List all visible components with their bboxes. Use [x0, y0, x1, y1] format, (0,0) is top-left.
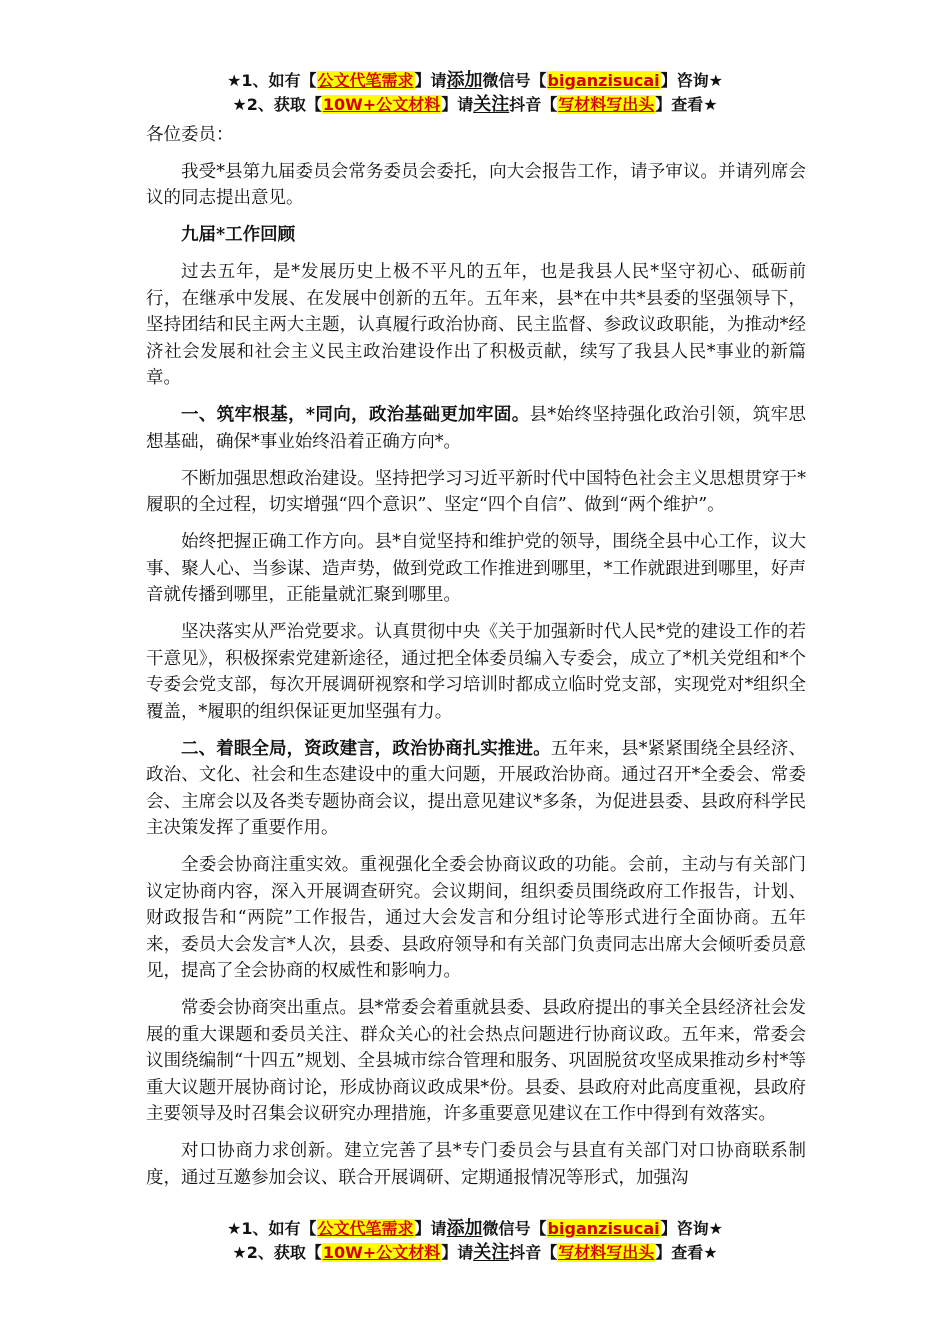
promo-text: ★2、获取【 [232, 95, 322, 114]
promo-text: 抖音【 [509, 1243, 558, 1262]
promo-highlight: 10W+公文材料 [322, 95, 441, 114]
promo-banner-bottom [0, 1218, 950, 1266]
section-title-text: 九届*工作回顾 [181, 225, 296, 245]
promo-text: 】咨询★ [660, 1219, 723, 1238]
promo-line-2 [0, 1242, 950, 1266]
promo-highlight-wechat: biganzisucai [547, 1219, 660, 1238]
paragraph-party-discipline: 坚决落实从严治党要求。认真贯彻中央《关于加强新时代人民*党的建设工作的若干意见》，积极探索党建新途径，通过把全体委员编入专委会，成立了*机关党组和*个专委会党支部，每次开展调研视察和学习培训时都成立临时党支部，实现党对*组织全覆盖，*履职的组织保证更加坚强有力。 [146, 622, 806, 722]
promo-highlight: 公文代笔需求 [317, 71, 414, 90]
promo-emphasis: 添加 [446, 1218, 483, 1239]
promo-text: ★1、如有【 [227, 71, 317, 90]
paragraph-heading-1 [146, 402, 806, 455]
promo-line-1 [0, 1218, 950, 1242]
promo-highlight: 公文代笔需求 [317, 1219, 414, 1238]
paragraph-heading-2 [146, 736, 806, 842]
promo-text: 】请 [414, 71, 447, 90]
heading-1-rest: 县*始终坚持强化政治引领，筑牢思想基础，确保*事业始终沿着正确方向*。 [146, 405, 806, 452]
paragraph-direction: 始终把握正确工作方向。县*自觉坚持和维护党的领导，围绕全县中心工作，议大事、聚人心、当参谋、造声势，做到党政工作推进到哪里，*工作就跟进到哪里，好声音就传播到哪里，正能量就汇聚到哪里。 [146, 532, 806, 605]
promo-text: 】查看★ [655, 95, 718, 114]
promo-banner-top [0, 70, 950, 118]
promo-line-1 [0, 70, 950, 94]
promo-emphasis: 关注 [473, 1242, 510, 1263]
heading-1-bold: 一、筑牢根基，*同向，政治基础更加牢固。 [181, 405, 530, 425]
promo-text: 】查看★ [655, 1243, 718, 1262]
paragraph-ideology: 不断加强思想政治建设。坚持把学习习近平新时代中国特色社会主义思想贯穿于*履职的全过程，切实增强“四个意识”、坚定“四个自信”、做到“两个维护”。 [146, 468, 806, 515]
heading-2-bold: 二、着眼全局，资政建言，政治协商扎实推进。 [181, 738, 551, 759]
salutation: 各位委员： [146, 125, 234, 145]
promo-emphasis: 关注 [473, 94, 510, 115]
promo-text: 】请 [441, 1243, 474, 1262]
paragraph-counterpart: 对口协商力求创新。建立完善了县*专门委员会与县直有关部门对口协商联系制度，通过互邀参加会议、联合开展调研、定期通报情况等形式，加强沟 [146, 1141, 806, 1188]
document-body [146, 122, 806, 1202]
promo-text: 】咨询★ [660, 71, 723, 90]
promo-line-2 [0, 94, 950, 118]
promo-highlight-douyin: 写材料写出头 [558, 95, 655, 114]
promo-text: 】请 [441, 95, 474, 114]
promo-text: 微信号【 [482, 1219, 547, 1238]
promo-highlight: 10W+公文材料 [322, 1243, 441, 1262]
intro-paragraph: 我受*县第九届委员会常务委员会委托，向大会报告工作，请予审议。并请列席会议的同志提出意见。 [146, 161, 806, 208]
promo-text: 】请 [414, 1219, 447, 1238]
promo-text: ★2、获取【 [232, 1243, 322, 1262]
paragraph-standing-committee: 常委会协商突出重点。县*常委会着重就县委、县政府提出的事关全县经济社会发展的重大课题和委员关注、群众关心的社会热点问题进行协商议政。五年来，常委会议围绕编制“十四五”规划、全县城市综合管理和服务、巩固脱贫攻坚成果推动乡村*等重大议题开展协商讨论，形成协商议政成果*份。县委、县政府对此高度重视，县政府主要领导及时召集会议研究办理措施，许多重要意见建议在工作中得到有效落实。 [146, 998, 806, 1124]
promo-text: 微信号【 [482, 71, 547, 90]
section-title [146, 222, 806, 249]
heading-2-rest: 五年来，县*紧紧围绕全县经济、政治、文化、社会和生态建设中的重大问题，开展政治协商。通过召开*全委会、常委会、主席会以及各类专题协商会议，提出意见建议*多条，为促进县委、县政府科学民主决策发挥了重要作用。 [146, 738, 806, 838]
promo-highlight-douyin: 写材料写出头 [558, 1243, 655, 1262]
promo-text: 抖音【 [509, 95, 558, 114]
paragraph-review: 过去五年，是*发展历史上极不平凡的五年，也是我县人民*坚守初心、砥砺前行，在继承中发展、在发展中创新的五年。五年来，县*在中共*县委的坚强领导下，坚持团结和民主两大主题，认真履行政治协商、民主监督、参政议政职能，为推动*经济社会发展和社会主义民主政治建设作出了积极贡献，续写了我县人民*事业的新篇章。 [146, 262, 806, 388]
promo-highlight-wechat: biganzisucai [547, 71, 660, 90]
paragraph-plenary: 全委会协商注重实效。重视强化全委会协商议政的功能。会前，主动与有关部门议定协商内容，深入开展调查研究。会议期间，组织委员围绕政府工作报告，计划、财政报告和“两院”工作报告，通过大会发言和分组讨论等形式进行全面协商。五年来，委员大会发言*人次，县委、县政府领导和有关部门负责同志出席大会倾听委员意见，提高了全会协商的权威性和影响力。 [146, 855, 806, 981]
promo-emphasis: 添加 [446, 70, 483, 91]
promo-text: ★1、如有【 [227, 1219, 317, 1238]
